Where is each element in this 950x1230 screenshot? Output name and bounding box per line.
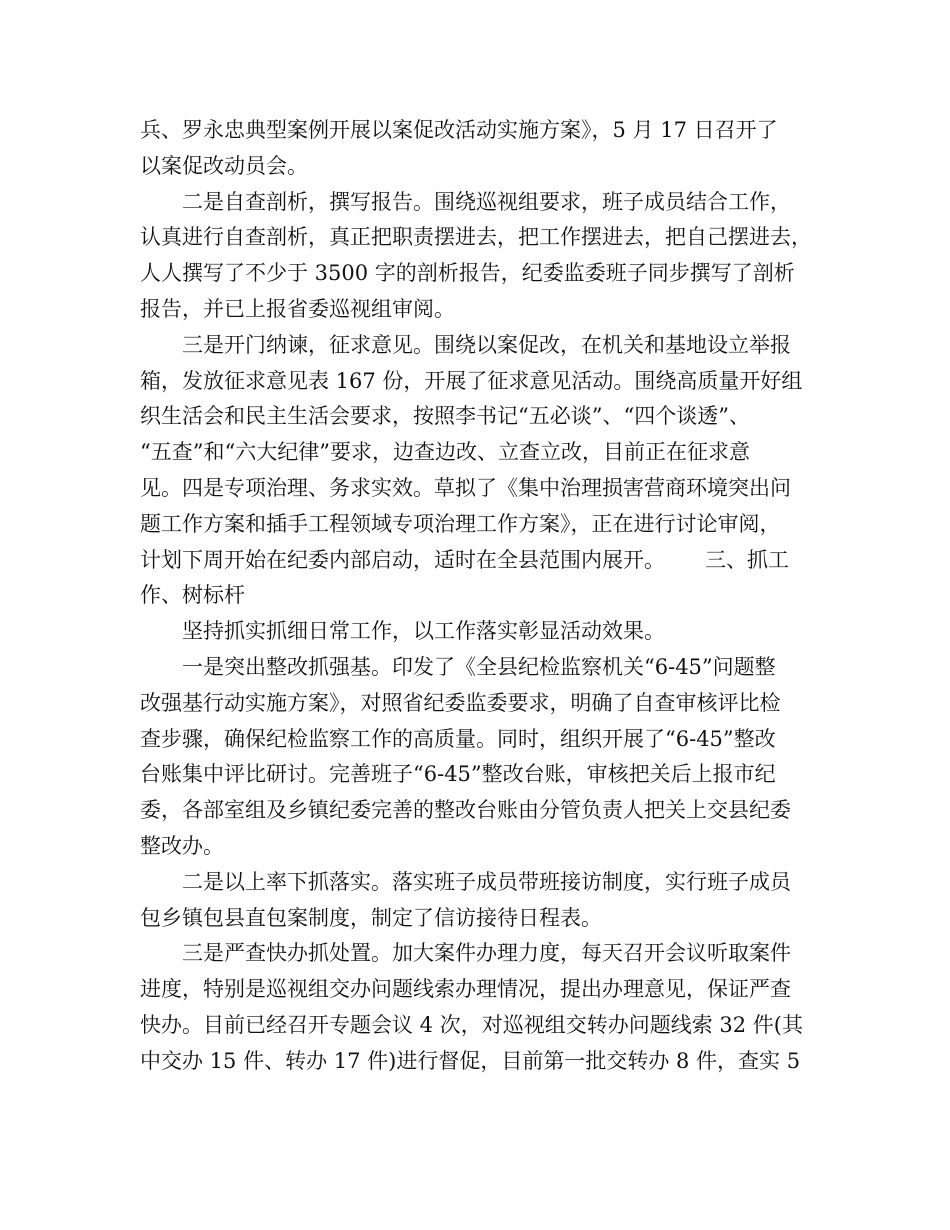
text-line: 二是以上率下抓落实。落实班子成员带班接访制度，实行班子成员 (182, 869, 791, 894)
paragraph-6 (140, 865, 820, 937)
text-line: 报告，并已上报省委巡视组审阅。 (140, 296, 455, 321)
text-line: 委，各部室组及乡镇纪委完善的整改台账由分管负责人把关上交县纪委 (140, 798, 791, 823)
text-line: 进度，特别是巡视组交办问题线索办理情况，提出办理意见，保证严查 (140, 977, 791, 1002)
paragraph-7 (140, 936, 820, 1079)
text-line: 三是严查快办抓处置。加大案件办理力度，每天召开会议听取案件 (182, 941, 791, 966)
text-line (140, 543, 820, 579)
text-line: 见。四是专项治理、务求实效。草拟了《集中治理损害营商环境突出问 (140, 475, 791, 500)
paragraph-5 (140, 650, 820, 865)
text-line: 箱，发放征求意见表 167 份，开展了征求意见活动。围绕高质量开好组 (140, 368, 803, 393)
paragraph-4 (140, 614, 820, 650)
text-line: 织生活会和民主生活会要求，按照李书记“五必谈”、“四个谈透”、 (140, 404, 750, 429)
text-line: 认真进行自查剖析，真正把职责摆进去，把工作摆进去，把自己摆进去， (140, 225, 812, 250)
paragraph-3 (140, 328, 820, 614)
text-line: 整改办。 (140, 833, 224, 858)
text-line: 快办。目前已经召开专题会议 4 次，对巡视组交转办问题线索 32 件(其 (140, 1012, 803, 1037)
section-heading-start: 三、抓工 (705, 547, 789, 572)
text-line: 包乡镇包县直包案制度，制定了信访接待日程表。 (140, 905, 602, 930)
text-line: 三是开门纳谏，征求意见。围绕以案促改，在机关和基地设立举报 (182, 332, 791, 357)
text-line: 一是突出整改抓强基。印发了《全县纪检监察机关“6-45”问题整 (182, 654, 776, 679)
text-line: 改强基行动实施方案》，对照省纪委监委要求，明确了自查审核评比检 (140, 690, 781, 715)
document-body (140, 113, 820, 1080)
text-line: 二是自查剖析，撰写报告。围绕巡视组要求，班子成员结合工作， (182, 189, 791, 214)
text-segment: 计划下周开始在纪委内部启动，适时在全县范围内展开。 (140, 547, 665, 572)
text-line: 以案促改动员会。 (140, 153, 308, 178)
text-line: “五查”和“六大纪律”要求，边查边改、立查立改，目前正在征求意 (140, 440, 750, 465)
text-line: 台账集中评比研讨。完善班子“6-45”整改台账，审核把关后上报市纪 (140, 762, 776, 787)
text-line: 查步骤，确保纪检监察工作的高质量。同时，组织开展了“6-45”整改 (140, 726, 776, 751)
paragraph-2 (140, 185, 820, 328)
text-line: 中交办 15 件、转办 17 件)进行督促，目前第一批交转办 8 件，查实 5 (140, 1048, 801, 1073)
section-heading-end: 作、树标杆 (140, 583, 245, 608)
text-line: 兵、罗永忠典型案例开展以案促改活动实施方案》，5 月 17 日召开了 (140, 118, 778, 142)
text-line: 人人撰写了不少于 3500 字的剖析报告，纪委监委班子同步撰写了剖析 (140, 261, 795, 286)
text-line: 题工作方案和插手工程领域专项治理工作方案》，正在进行讨论审阅， (140, 511, 781, 536)
paragraph-1 (140, 113, 820, 185)
text-line: 坚持抓实抓细日常工作，以工作落实彰显活动效果。 (182, 619, 665, 644)
